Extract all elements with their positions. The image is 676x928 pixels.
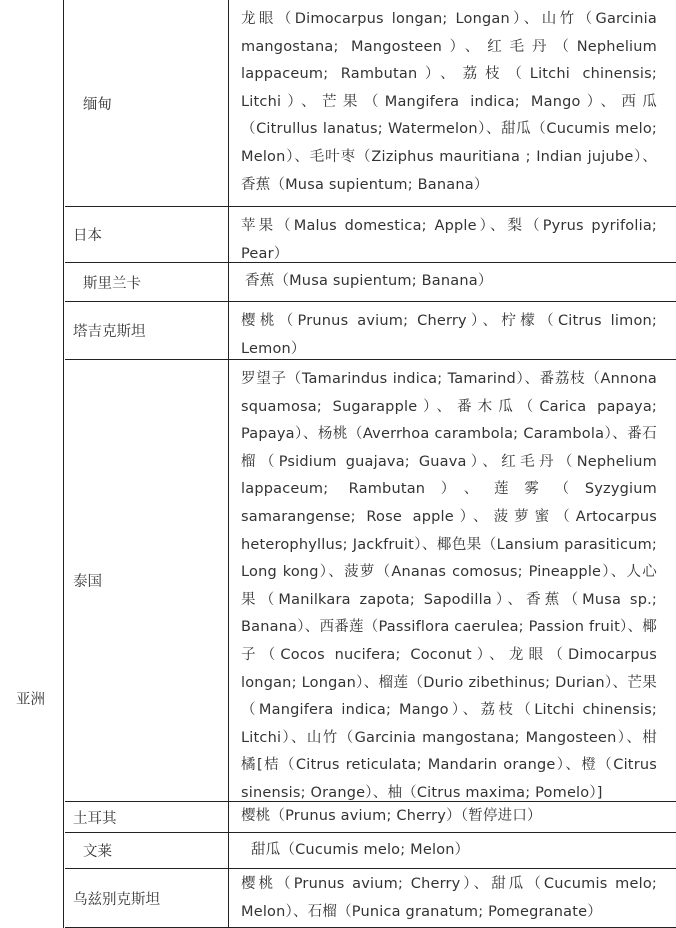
table-row	[65, 0, 676, 207]
country-cell	[65, 207, 229, 262]
country-name: 日本	[73, 228, 102, 244]
table-row	[65, 802, 676, 833]
table-row	[65, 360, 676, 802]
country-cell	[65, 833, 229, 868]
fruit-list: 樱桃（Prunus avium; Cherry）、柠檬（Citrus limon; Lemon）	[241, 313, 657, 357]
country-name: 塔吉克斯坦	[73, 324, 146, 340]
fruit-list: 龙眼（Dimocarpus longan; Longan）、山竹（Garcinia mangostana; Mangosteen）、红毛丹（Nephelium lappaceum; Rambutan）、荔枝（Litchi chinensis; Litchi）、芒果（Mangifera indica; Mango）、西瓜（Citrullus lanatus; Watermelon）、甜瓜（Cucumis melo; Melon）、毛叶枣（Ziziphus mauritiana ; Indian jujube）、香蕉（Musa supientum; Banana）	[241, 11, 657, 193]
table-row	[65, 869, 676, 928]
table-row	[65, 833, 676, 869]
country-name: 乌兹别克斯坦	[73, 891, 160, 908]
country-cell	[65, 802, 229, 832]
table-row	[65, 263, 676, 302]
fruit-list: 樱桃（Prunus avium; Cherry）、甜瓜（Cucumis melo; Melon）、石榴（Punica granatum; Pomegranate）	[241, 876, 657, 920]
country-name: 土耳其	[73, 810, 117, 827]
country-cell	[65, 302, 229, 359]
fruit-list: 罗望子（Tamarindus indica; Tamarind）、番荔枝（Annona squamosa; Sugarapple）、番木瓜（Carica papaya; Papaya）、杨桃（Averrhoa carambola; Carambola）、番石榴（Psidium guajava; Guava）、红毛丹（Nephelium lappaceum; Rambutan）、莲雾（Syzygium samarangense; Rose apple）、菠萝蜜（Artocarpus heterophyllus; Jackfruit）、椰色果（Lansium parasiticum; Long kong）、菠萝（Ananas comosus; Pineapple）、人心果（Manilkara zapota; Sapodilla）、香蕉（Musa sp.; Banana）、西番莲（Passiflora caerulea; Passion fruit）、椰子（Cocos nucifera; Coconut）、龙眼（Dimocarpus longan; Longan）、榴莲（Durio zibethinus; Durian）、芒果（Mangifera indica; Mango）、荔枝（Litchi chinensis; Litchi）、山竹（Garcinia mangostana; Mangosteen）、柑橘[桔（Citrus reticulata; Mandarin orange）、橙（Citrus sinensis; Orange）、柚（Citrus maxima; Pomelo）]	[241, 371, 657, 801]
country-cell	[65, 0, 229, 206]
country-cell	[65, 869, 229, 927]
country-cell	[65, 263, 229, 301]
country-name: 文莱	[83, 844, 112, 860]
table-row	[65, 302, 676, 360]
fruit-list: 香蕉（Musa supientum; Banana）	[245, 273, 493, 289]
fruit-list: 樱桃（Prunus avium; Cherry）（暂停进口）	[241, 808, 542, 824]
region-label: 亚洲	[16, 692, 45, 708]
country-name: 缅甸	[83, 96, 112, 113]
country-cell	[65, 360, 229, 801]
region-cell	[0, 0, 64, 928]
fruit-list: 甜瓜（Cucumis melo; Melon）	[251, 842, 470, 858]
country-name: 斯里兰卡	[83, 275, 141, 292]
fruit-list: 苹果（Malus domestica; Apple）、梨（Pyrus pyrifolia; Pear）	[241, 218, 657, 262]
country-name: 泰国	[73, 574, 102, 590]
table-row	[65, 207, 676, 263]
